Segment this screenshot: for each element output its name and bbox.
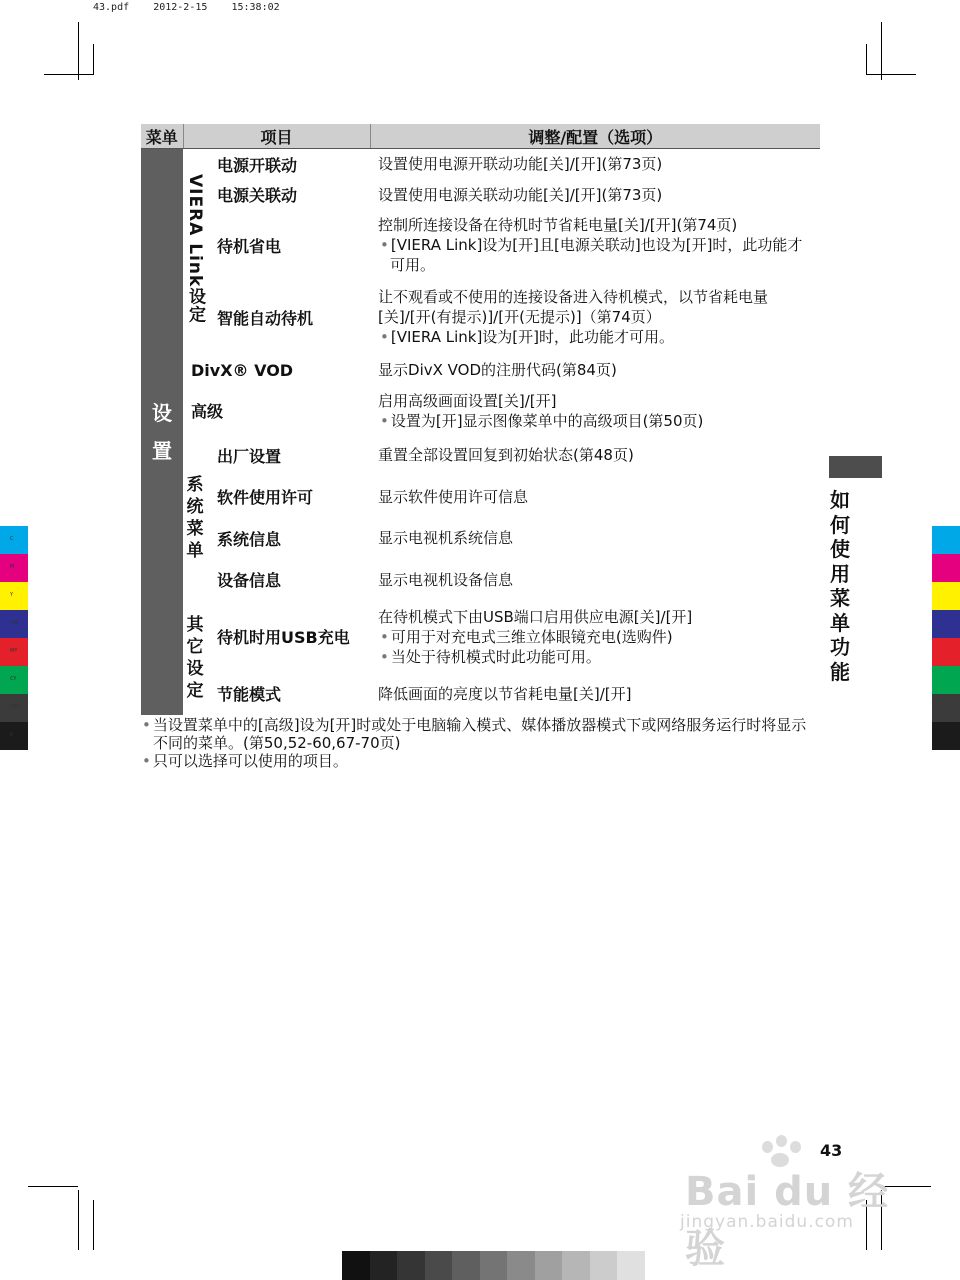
side-section-title: 如 何 使 用 菜 单 功 能: [830, 488, 850, 684]
footnote: • 当设置菜单中的[高级]设为[开]时或处于电脑输入模式、媒体播放器模式下或网络服务运行时将显示不同的菜单。(第50,52-60,67-70页): [141, 716, 821, 752]
table-header-row: [141, 124, 820, 149]
footnotes: [141, 716, 821, 770]
item-factory-reset: 出厂设置: [217, 446, 282, 466]
header-item: 项目: [183, 124, 370, 149]
watermark-url: jingyan.baidu.com: [680, 1212, 854, 1232]
baidu-watermark: [680, 1135, 910, 1272]
swatch-right-c: [932, 526, 960, 554]
group-other-settings: 其 它 设 定: [186, 614, 204, 701]
desc-text: 在待机模式下由USB端口启用供应电源[关]/[开]: [378, 607, 693, 626]
item-divx-vod: DivX® VOD: [191, 360, 294, 380]
swatch-k: K: [0, 722, 28, 750]
desc-text: 控制所连接设备在待机时节省耗电量[关]/[开](第74页): [378, 216, 738, 234]
gray-step: [590, 1251, 618, 1280]
desc-system-info: 显示电视机系统信息: [378, 529, 514, 547]
note-text: • 可用于对充电式三维立体眼镜充电(选购件): [378, 627, 814, 647]
item-power-on-link: 电源开联动: [217, 155, 298, 175]
swatch-cm: CM: [0, 610, 28, 638]
swatch-right-cmy: [932, 694, 960, 722]
table-row: [141, 476, 820, 518]
desc-intelligent-auto-standby: [370, 281, 820, 354]
swatch-cmy: CMY: [0, 694, 28, 722]
desc-standby-power-save: [370, 210, 820, 281]
desc-power-off-link: 设置使用电源关联动功能[关]/[开](第73页): [378, 185, 663, 204]
swatch-y: Y: [0, 582, 28, 610]
desc-advanced: [370, 387, 820, 435]
table-row: [141, 281, 820, 354]
table-row: [141, 149, 820, 180]
gray-step: [507, 1251, 535, 1280]
note-text: • [VIERA Link]设为[开]时，此功能才可用。: [378, 327, 814, 347]
gray-scale-bar: [342, 1251, 645, 1280]
table-row: [141, 354, 820, 387]
item-standby-power-save: 待机省电: [217, 236, 282, 256]
gray-step: [617, 1251, 645, 1280]
swatch-right-cm: [932, 610, 960, 638]
side-tab-marker: [829, 456, 882, 478]
settings-table: [141, 124, 820, 715]
page-number: 43: [820, 1141, 843, 1160]
table-row: [141, 180, 820, 210]
table-row: [141, 518, 820, 559]
desc-text: 启用高级画面设置[关]/[开]: [378, 391, 557, 410]
print-header: 43.pdf 2012-2-15 15:38:02: [93, 2, 280, 13]
item-intelligent-auto-standby: 智能自动待机: [217, 308, 314, 328]
note-text: • 设置为[开]显示图像菜单中的高级项目(第50页): [378, 411, 814, 431]
gray-step: [562, 1251, 590, 1280]
desc-eco-mode: 降低画面的亮度以节省耗电量[关]/[开]: [378, 684, 632, 703]
table-row: [141, 210, 820, 281]
item-system-info: 系统信息: [217, 529, 282, 549]
swatch-cy: CY: [0, 666, 28, 694]
swatch-right-k: [932, 722, 960, 750]
swatch-right-m: [932, 554, 960, 582]
desc-factory-reset: 重置全部设置回复到初始状态(第48页): [378, 446, 634, 464]
group-system-menu: 系 统 菜 单: [186, 474, 204, 561]
table-row: [141, 673, 820, 715]
gray-step: [480, 1251, 508, 1280]
swatch-right-cy: [932, 666, 960, 694]
swatch-c: C: [0, 526, 28, 554]
item-software-license: 软件使用许可: [217, 488, 314, 507]
gray-step: [342, 1251, 370, 1280]
item-advanced: 高级: [191, 402, 224, 421]
item-eco-mode: 节能模式: [217, 685, 282, 704]
note-text: • [VIERA Link]设为[开]且[电源关联动]也设为[开]时，此功能才可用。: [378, 235, 814, 275]
table-row: [141, 559, 820, 601]
item-device-info: 设备信息: [217, 571, 282, 590]
desc-power-on-link: 设置使用电源开联动功能[关]/[开](第73页): [378, 155, 663, 174]
menu-label: 设 置: [141, 149, 183, 715]
table-row: [141, 387, 820, 435]
watermark-logo: Bai du 经验: [685, 1169, 890, 1272]
desc-software-license: 显示软件使用许可信息: [378, 487, 529, 506]
desc-text: 让不观看或不使用的连接设备进入待机模式，以节省耗电量: [378, 288, 769, 306]
gray-step: [397, 1251, 425, 1280]
desc-device-info: 显示电视机设备信息: [378, 570, 514, 589]
swatch-right-my: [932, 638, 960, 666]
desc-divx-vod: 显示DivX VOD的注册代码(第84页): [378, 361, 617, 379]
group-viera-link: VIERA Link设定: [185, 174, 205, 324]
item-power-off-link: 电源关联动: [217, 186, 298, 205]
item-standby-usb-charge: 待机时用USB充电: [217, 628, 350, 647]
footnote: • 只可以选择可以使用的项目。: [141, 752, 821, 770]
header-adjust: 调整/配置（选项）: [370, 124, 820, 149]
table-row: [141, 435, 820, 476]
desc-standby-usb-charge: [370, 601, 820, 673]
gray-step: [425, 1251, 453, 1280]
swatch-right-y: [932, 582, 960, 610]
gray-step: [452, 1251, 480, 1280]
desc-options: [关]/[开(有提示)]/[开(无提示)]（第74页）: [378, 308, 661, 326]
note-text: • 当处于待机模式时此功能可用。: [378, 647, 814, 667]
table-row: [141, 601, 820, 673]
swatch-my: MY: [0, 638, 28, 666]
header-menu: 菜单: [141, 124, 183, 149]
gray-step: [535, 1251, 563, 1280]
gray-step: [370, 1251, 398, 1280]
swatch-m: M: [0, 554, 28, 582]
